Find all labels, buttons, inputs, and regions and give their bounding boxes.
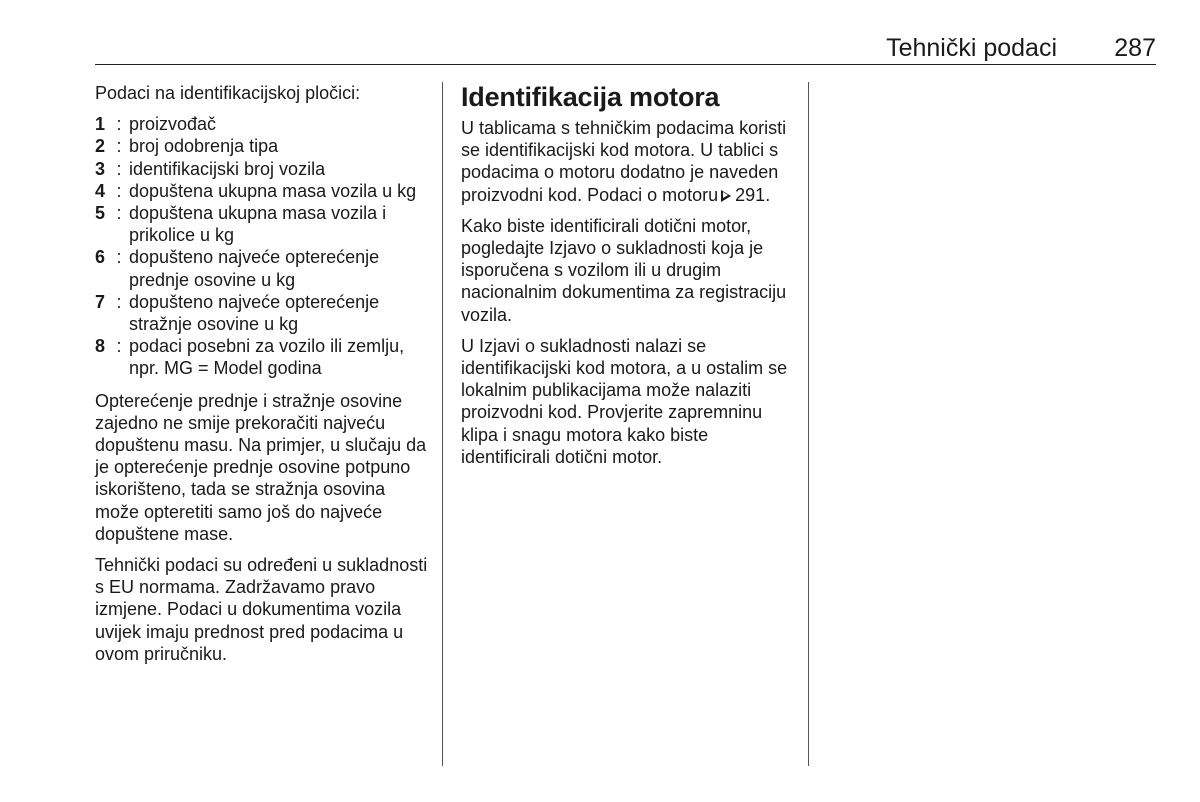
conformity-paragraph: Kako biste identificirali dotični motor, pogledajte Izjavo o sukladnosti koja je isporučena s vozilom ili u drugim nacionalnim dokumentima za registraciju vozila. [461, 215, 787, 325]
item-text: broj odobrenja tipa [129, 136, 279, 157]
item-number: 8 [95, 336, 106, 357]
column-divider [442, 82, 443, 766]
page-reference-link[interactable]: 291. [735, 184, 771, 205]
item-number: 6 [95, 247, 106, 268]
page-number: 287 [1114, 34, 1156, 62]
item-text: dopuštena ukupna masa vozila u kg [129, 180, 417, 201]
item-text: dopušteno najveće opterećenje prednje osovine u kg [129, 247, 380, 290]
list-item: 7 : dopušteno najveće opterećenje stražnje osovine u kg [95, 291, 430, 335]
production-code-paragraph: U Izjavi o sukladnosti nalazi se identifikacijski kod motora, a u ostalim se lokalnim publikacijama može nalaziti proizvodni kod. Provjerite zapremninu klipa i snagu motora kako biste identificirali dotični motor. [461, 335, 788, 467]
list-item: 6 : dopušteno najveće opterećenje prednje osovine u kg [95, 246, 430, 290]
left-column [95, 82, 430, 674]
page-header [95, 30, 1156, 65]
engine-code-paragraph: U tablicama s tehničkim podacima koristi se identifikacijski kod motora. U tablici s podacima o motoru dodatno je naveden proizvodni kod. Podaci o motoru 291. [461, 118, 787, 205]
list-item: 4 : dopuštena ukupna masa vozila u kg [95, 180, 430, 202]
item-text: identifikacijski broj vozila [129, 158, 326, 179]
item-text: dopuštena ukupna masa vozila i prikolice u kg [129, 203, 387, 246]
item-number: 3 [95, 158, 106, 179]
list-item: 2 : broj odobrenja tipa [95, 135, 430, 157]
item-number: 2 [95, 136, 106, 157]
page-reference-arrow-icon [721, 190, 731, 202]
item-number: 1 [95, 114, 106, 135]
eu-norms-paragraph: Tehnički podaci su određeni u sukladnosti s EU normama. Zadržavamo pravo izmjene. Podaci u dokumentima vozila uvijek imaju prednost pred podacima u ovom priručniku. [95, 555, 428, 664]
item-number: 5 [95, 203, 106, 224]
section-title: Tehnički podaci [886, 34, 1057, 62]
list-item: 3 : identifikacijski broj vozila [95, 158, 430, 180]
axle-load-paragraph: Opterećenje prednje i stražnje osovine zajedno ne smije prekoračiti najveću dopuštenu masu. Na primjer, u slučaju da je opterećenje prednje osovine potpuno iskorišteno, tada se stražnja osovina može opteretiti samo još do najveće dopuštene mase. [95, 390, 427, 544]
column-divider [808, 82, 809, 766]
list-item: 5 : dopuštena ukupna masa vozila i prikolice u kg [95, 202, 430, 246]
plate-intro: Podaci na identifikacijskoj pločici: [95, 83, 361, 103]
item-text: dopušteno najveće opterećenje stražnje osovine u kg [129, 291, 380, 335]
list-item: 8 : podaci posebni za vozilo ili zemlju, npr. MG = Model godina [95, 335, 430, 379]
item-number: 7 [95, 291, 106, 312]
right-column [461, 82, 798, 477]
item-text: podaci posebni za vozilo ili zemlju, npr. MG = Model godina [129, 336, 405, 379]
item-number: 4 [95, 180, 106, 201]
section-heading: Identifikacija motora [461, 82, 720, 112]
item-text: proizvođač [129, 114, 217, 135]
plate-data-list [95, 113, 430, 379]
list-item: 1 : proizvođač [95, 113, 430, 135]
